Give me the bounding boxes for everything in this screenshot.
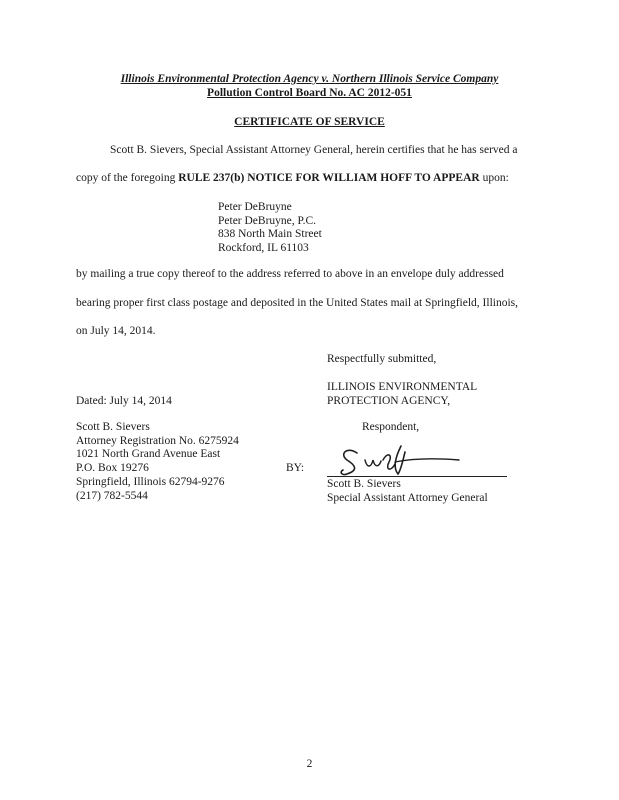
body-line-2-prefix: copy of the foregoing <box>76 172 179 184</box>
respondent-label: Respondent, <box>362 421 420 433</box>
agency-line-1: ILLINOIS ENVIRONMENTAL <box>327 381 478 393</box>
signature-image <box>335 440 465 480</box>
body-line-5: on July 14, 2014. <box>76 325 156 337</box>
page-number: 2 <box>306 758 313 770</box>
signature-line <box>327 476 507 477</box>
recipient-line: Peter DeBruyne, P.C. <box>218 214 317 227</box>
attorney-line: (217) 782-5544 <box>76 489 148 502</box>
respectfully-submitted: Respectfully submitted, <box>327 353 437 365</box>
signer-name: Scott B. Sievers <box>327 478 401 490</box>
case-caption-title: Illinois Environmental Protection Agency v. Northern Illinois Service Company <box>120 73 499 85</box>
signer-title: Special Assistant Attorney General <box>327 491 488 504</box>
recipient-line: Peter DeBruyne <box>218 201 292 213</box>
body-line-1: Scott B. Sievers, Special Assistant Attorney General, herein certifies that he has served a <box>110 144 518 156</box>
document-title: CERTIFICATE OF SERVICE <box>234 116 385 128</box>
attorney-line: Scott B. Sievers <box>76 421 150 433</box>
signer-block <box>327 478 488 505</box>
agency-name <box>327 381 477 408</box>
attorney-block <box>76 421 239 503</box>
board-number: Pollution Control Board No. AC 2012-051 <box>207 87 412 99</box>
agency-line-2: PROTECTION AGENCY, <box>327 394 451 407</box>
notice-title: RULE 237(b) NOTICE FOR WILLIAM HOFF TO APPEAR <box>178 172 480 184</box>
by-label: BY: <box>286 462 305 474</box>
attorney-line: Springfield, Illinois 62794-9276 <box>76 475 225 488</box>
body-line-4: bearing proper first class postage and deposited in the United States mail at Springfield, Illinois, <box>76 297 519 309</box>
recipient-address <box>218 201 322 255</box>
body-line-2-suffix: upon: <box>479 172 509 184</box>
attorney-line: Attorney Registration No. 6275924 <box>76 434 239 447</box>
recipient-line: Rockford, IL 61103 <box>218 241 309 254</box>
body-line-2 <box>76 172 509 184</box>
body-line-3: by mailing a true copy thereof to the address referred to above in an envelope duly addressed <box>76 268 504 280</box>
dated-line: Dated: July 14, 2014 <box>76 395 172 407</box>
recipient-line: 838 North Main Street <box>218 228 322 240</box>
attorney-line: 1021 North Grand Avenue East <box>76 448 221 461</box>
attorney-line: P.O. Box 19276 <box>76 462 149 475</box>
